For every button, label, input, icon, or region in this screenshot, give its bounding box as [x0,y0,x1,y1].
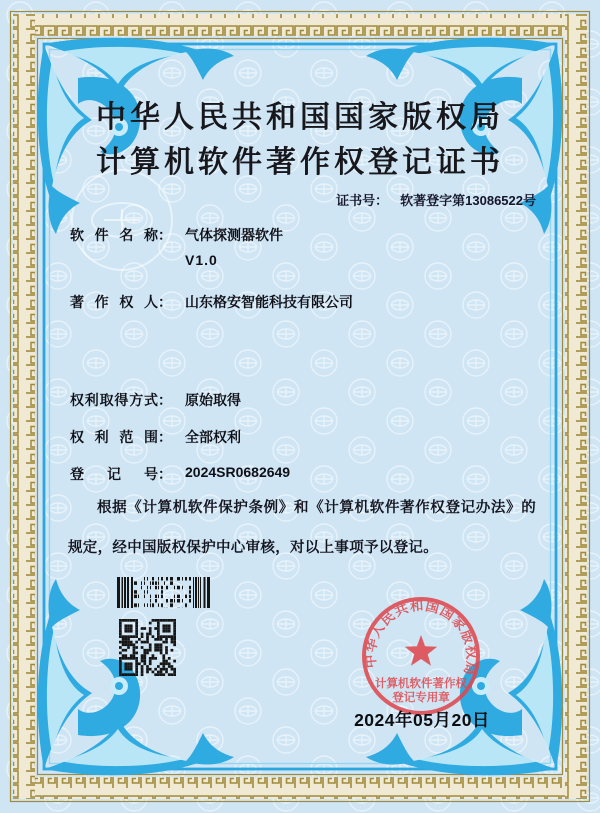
issue-date: 2024年05月20日 [354,710,490,730]
field-colon: ： [158,294,172,310]
field-label: 权利取得方式 [70,392,158,408]
field-label: 权利范围 [70,429,158,445]
field-colon: ： [158,466,172,482]
official-seal [355,590,487,722]
field-acquisition-method [70,390,241,410]
field-rights-scope [70,427,241,447]
certificate-number-value: 软著登字第13086522号 [400,193,536,208]
seal-line2: 登记专用章 [392,692,450,704]
field-colon: ： [158,392,172,408]
star-icon [405,635,437,666]
seal-arc-text: 中华人民共和国国家版权局 [362,597,480,678]
field-colon: ： [158,227,172,243]
field-copyright-owner [70,292,353,312]
seal-line1: 计算机软件著作权 [375,678,467,690]
rights-scope-value: 全部权利 [185,429,241,445]
copyright-owner-value: 山东格安智能科技有限公司 [185,294,353,310]
barcode [117,577,210,608]
field-value [185,225,283,268]
qr-code [119,619,176,676]
certificate-number-label: 证书号： [336,193,389,208]
corner-flourish-bottom-left [38,579,234,775]
field-label: 登记号 [70,466,158,482]
field-colon: ： [158,429,172,445]
certificate-title: 中华人民共和国国家版权局 [96,101,504,134]
field-software-name [70,225,283,268]
certificate-number [336,190,536,209]
greek-key-band-top [13,14,587,36]
greek-key-band-bottom [13,777,587,799]
software-name-value: 气体探测器软件 [185,227,283,243]
registration-number-value: 2024SR0682649 [185,464,291,480]
registration-statement: 根据《计算机软件保护条例》和《计算机软件著作权登记办法》的规定，经中国版权保护中心审核，对以上事项予以登记。 [68,500,536,556]
field-registration-number [70,464,290,484]
software-version-value: V1.0 [185,252,218,268]
certificate-subtitle: 计算机软件著作权登记证书 [96,146,504,179]
acquisition-method-value: 原始取得 [185,392,241,408]
field-label: 软件名称 [70,227,158,243]
field-label: 著作权人 [70,294,158,310]
